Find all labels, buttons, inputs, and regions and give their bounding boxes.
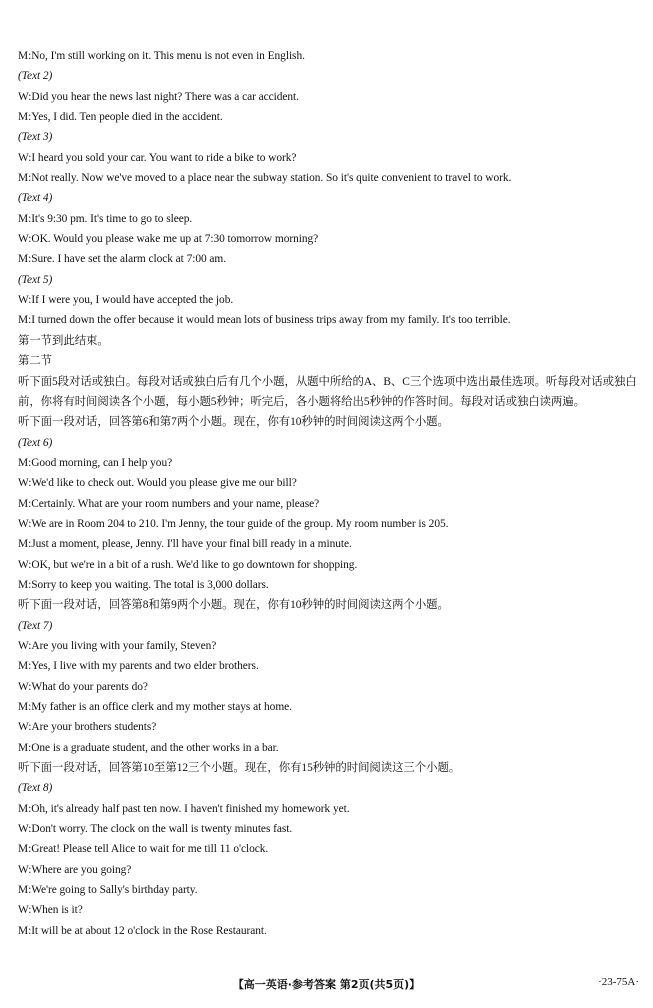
text-line: W:OK. Would you please wake me up at 7:30 tomorrow morning? [18,233,319,246]
text-label: (Text 4) [18,192,53,205]
text-line: W:Where are you going? [18,863,132,876]
text-line: 听下面一段对话，回答第8和第9两个小题。现在，你有10秒钟的时间阅读这两个小题。 [18,599,449,612]
footer-code: ·23-75A· [598,976,639,988]
text-line: W:We'd like to check out. Would you please give me our bill? [18,477,297,490]
text-label: (Text 7) [18,619,53,632]
text-label: (Text 6) [18,436,53,449]
text-line: 第二节 [18,355,53,368]
text-line: W:Are you living with your family, Steven? [18,639,217,652]
text-line: 听下面一段对话，回答第10至第12三个小题。现在，你有15秒钟的时间阅读这三个小题。 [18,762,461,775]
text-line: 听下面5段对话或独白。每段对话或独白后有几个小题，从题中所给的A、B、C三个选项中选出最佳选项。听每段对话或独白前，你将有时间阅读各个小题，每小题5秒钟；听完后，各小题将给出5秒钟的作答时间。每段对话或独白读两遍。 [18,375,637,408]
text-label: (Text 8) [18,782,53,795]
text-line: W:We are in Room 204 to 210. I'm Jenny, the tour guide of the group. My room number is 205. [18,517,449,530]
text-line: M:Great! Please tell Alice to wait for me till 11 o'clock. [18,843,269,856]
text-line: W:What do your parents do? [18,680,148,693]
text-line: W:Are your brothers students? [18,721,157,734]
text-line: W:When is it? [18,904,83,917]
text-label: (Text 2) [18,70,53,83]
text-line: 听下面一段对话，回答第6和第7两个小题。现在，你有10秒钟的时间阅读这两个小题。 [18,416,449,429]
text-line: M:Oh, it's already half past ten now. I haven't finished my homework yet. [18,802,350,815]
text-line: W:Did you hear the news last night? There was a car accident. [18,90,299,103]
text-line: M:One is a graduate student, and the other works in a bar. [18,741,279,754]
document-body [18,46,638,941]
text-line: W:I heard you sold your car. You want to ride a bike to work? [18,151,297,164]
text-line: M:No, I'm still working on it. This menu is not even in English. [18,50,305,62]
text-line: M:It's 9:30 pm. It's time to go to sleep. [18,212,193,225]
text-line: M:Just a moment, please, Jenny. I'll have your final bill ready in a minute. [18,538,352,551]
text-line: M:Sorry to keep you waiting. The total is 3,000 dollars. [18,578,269,591]
text-line: W:OK, but we're in a bit of a rush. We'd like to go downtown for shopping. [18,558,358,571]
text-line: M:Yes, I did. Ten people died in the accident. [18,111,223,124]
text-line: M:We're going to Sally's birthday party. [18,884,198,897]
text-line: M:Certainly. What are your room numbers and your name, please? [18,497,320,510]
text-line: M:Yes, I live with my parents and two elder brothers. [18,660,259,673]
text-line: M:Good morning, can I help you? [18,456,173,469]
text-line: W:Don't worry. The clock on the wall is twenty minutes fast. [18,823,293,836]
text-line: W:If I were you, I would have accepted the job. [18,294,234,307]
text-line: M:Not really. Now we've moved to a place near the subway station. So it's quite convenient to travel to work. [18,172,512,185]
text-line: M:I turned down the offer because it would mean lots of business trips away from my family. It's too terrible. [18,314,511,327]
text-line: M:It will be at about 12 o'clock in the Rose Restaurant. [18,924,267,937]
text-label: (Text 3) [18,131,53,144]
text-line: M:Sure. I have set the alarm clock at 7:00 am. [18,253,227,266]
text-line: 第一节到此结束。 [18,334,109,347]
text-label: (Text 5) [18,273,53,286]
text-line: M:My father is an office clerk and my mother stays at home. [18,701,292,713]
footer-page-info: 【高一英语·参考答案 第2页(共5页)】 [232,978,421,991]
page-footer [0,972,653,996]
